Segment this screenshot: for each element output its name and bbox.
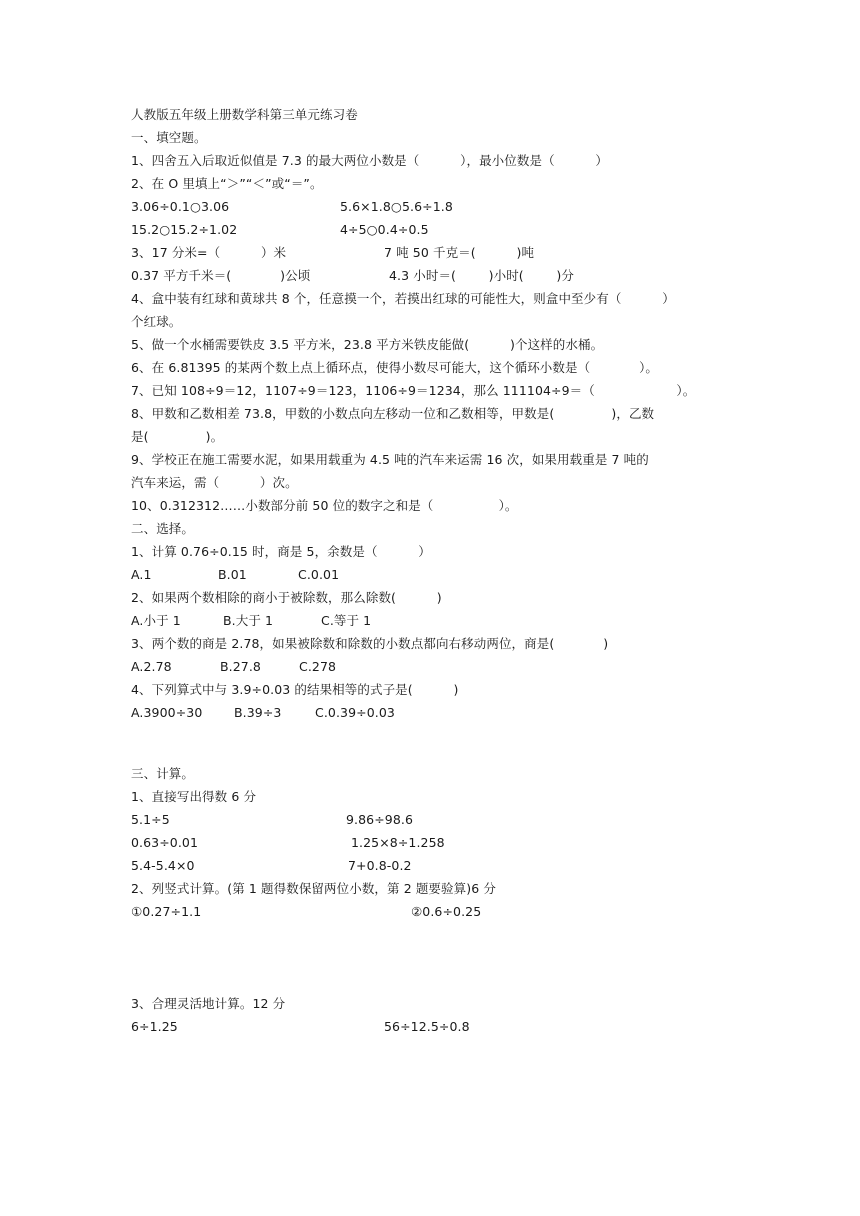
choice-q2-option-a: A.小于 1 (131, 613, 181, 628)
section-heading-calculation: 三、计算。 (131, 766, 195, 781)
calc-item: ②0.6÷0.25 (411, 904, 482, 919)
fill-blank-q8: 8、甲数和乙数相差 73.8，甲数的小数点向左移动一位和乙数相等，甲数是( )，乙数 (131, 406, 655, 421)
calc-item: 9.86÷98.6 (346, 812, 414, 827)
fill-blank-q3-item: 0.37 平方千米＝( )公顷 (131, 268, 311, 283)
choice-q3: 3、两个数的商是 2.78，如果被除数和除数的小数点都向右移动两位，商是( ) (131, 636, 609, 651)
choice-q2-option-c: C.等于 1 (321, 613, 372, 628)
fill-blank-q9: 9、学校正在施工需要水泥，如果用载重为 4.5 吨的汽车来运需 16 次，如果用载重是 7 吨的 (131, 452, 649, 467)
fill-blank-q7: 7、已知 108÷9＝12，1107÷9＝123，1106÷9＝1234，那么 111104÷9＝（ ）。 (131, 383, 696, 398)
choice-q1-option-a: A.1 (131, 567, 152, 582)
section-heading-fill-blank: 一、填空题。 (131, 130, 207, 145)
calc-item: 56÷12.5÷0.8 (384, 1019, 470, 1034)
calc-item: ①0.27÷1.1 (131, 904, 202, 919)
choice-q1-option-c: C.0.01 (298, 567, 340, 582)
fill-blank-q3-item: 3、17 分米=（ ）米 (131, 245, 287, 260)
fill-blank-q3-item: 7 吨 50 千克＝( )吨 (384, 245, 535, 260)
fill-blank-q8-cont: 是( )。 (131, 429, 224, 444)
choice-q3-option-b: B.27.8 (220, 659, 261, 674)
calc-item: 0.63÷0.01 (131, 835, 199, 850)
fill-blank-q2-item: 4÷5○0.4÷0.5 (340, 222, 429, 237)
choice-q3-option-c: C.278 (299, 659, 337, 674)
choice-q2: 2、如果两个数相除的商小于被除数，那么除数( ) (131, 590, 442, 605)
fill-blank-q10: 10、0.312312……小数部分前 50 位的数字之和是（ ）。 (131, 498, 518, 513)
choice-q1-option-b: B.01 (218, 567, 247, 582)
calc-item: 5.4-5.4×0 (131, 858, 195, 873)
section-heading-choice: 二、选择。 (131, 521, 195, 536)
calc-part2-heading: 2、列竖式计算。(第 1 题得数保留两位小数，第 2 题要验算)6 分 (131, 881, 496, 896)
choice-q4-option-c: C.0.39÷0.03 (315, 705, 395, 720)
calc-item: 5.1÷5 (131, 812, 170, 827)
calc-part1-heading: 1、直接写出得数 6 分 (131, 789, 257, 804)
calc-item: 1.25×8÷1.258 (351, 835, 445, 850)
fill-blank-q2: 2、在 O 里填上“＞”“＜”或“＝”。 (131, 176, 323, 191)
choice-q2-option-b: B.大于 1 (223, 613, 274, 628)
fill-blank-q2-item: 5.6×1.8○5.6÷1.8 (340, 199, 453, 214)
choice-q1: 1、计算 0.76÷0.15 时，商是 5，余数是（ ） (131, 544, 431, 559)
choice-q4-option-b: B.39÷3 (234, 705, 282, 720)
calc-part3-heading: 3、合理灵活地计算。12 分 (131, 996, 286, 1011)
calc-item: 7+0.8-0.2 (348, 858, 412, 873)
fill-blank-q6: 6、在 6.81395 的某两个数上点上循环点，使得小数尽可能大，这个循环小数是（ ）。 (131, 360, 659, 375)
choice-q4: 4、下列算式中与 3.9÷0.03 的结果相等的式子是( ) (131, 682, 459, 697)
fill-blank-q4-cont: 个红球。 (131, 314, 182, 329)
choice-q3-option-a: A.2.78 (131, 659, 172, 674)
fill-blank-q2-item: 15.2○15.2÷1.02 (131, 222, 238, 237)
fill-blank-q9-cont: 汽车来运，需（ ）次。 (131, 475, 298, 490)
fill-blank-q3-item: 4.3 小时＝( )小时( )分 (389, 268, 574, 283)
calc-item: 6÷1.25 (131, 1019, 178, 1034)
choice-q4-option-a: A.3900÷30 (131, 705, 203, 720)
worksheet-title: 人教版五年级上册数学科第三单元练习卷 (131, 107, 358, 122)
fill-blank-q1: 1、四舍五入后取近似值是 7.3 的最大两位小数是（ ），最小位数是（ ） (131, 153, 608, 168)
fill-blank-q5: 5、做一个水桶需要铁皮 3.5 平方米，23.8 平方米铁皮能做( )个这样的水桶。 (131, 337, 604, 352)
fill-blank-q2-item: 3.06÷0.1○3.06 (131, 199, 230, 214)
fill-blank-q4: 4、盒中装有红球和黄球共 8 个，任意摸一个，若摸出红球的可能性大，则盒中至少有（ ） (131, 291, 675, 306)
